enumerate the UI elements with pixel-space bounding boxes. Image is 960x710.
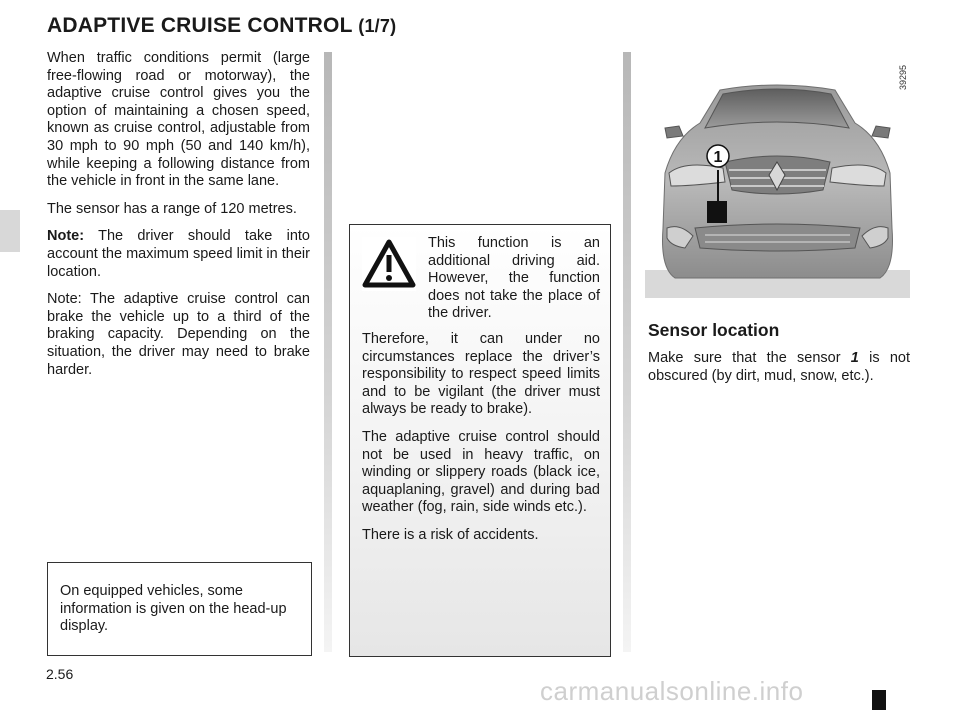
sensor-callout-number: 1	[713, 149, 723, 166]
column-divider-left	[324, 52, 332, 652]
head-up-display-note-text: On equipped vehicles, some information is given on the head-up display.	[60, 583, 287, 635]
page-number: 2.56	[46, 666, 74, 682]
intro-column	[47, 50, 310, 389]
car-front-illustration	[645, 78, 910, 298]
section-thumb-tab	[0, 210, 20, 252]
column-divider-right	[623, 52, 631, 652]
sensor-location-text	[648, 350, 910, 385]
warning-responsibility: Therefore, it can under no circumstances replace the driver’s responsibility to respect speed limits and to be vigilant (the driver must always be ready to brake).	[362, 330, 600, 418]
corner-mark	[872, 690, 886, 710]
intro-paragraph: When traffic conditions permit (large free-flowing road or motorway), the adaptive cruise control gives you the option of maintaining a chosen speed, known as cruise control, adjustable from 30 mph to 90 mph (50 and 140 km/h), while keeping a following distance from the vehicle in front in the same lane.	[47, 50, 310, 190]
sensor-text-after: is not obscured (by dirt, mud, snow, etc.).	[648, 350, 911, 384]
watermark: carmanualsonline.info	[540, 676, 804, 706]
sensor-ref-number: 1	[850, 350, 859, 366]
warning-box	[349, 224, 611, 657]
head-up-display-note	[47, 562, 312, 656]
warning-header	[362, 235, 600, 323]
braking-note: Note: The adaptive cruise control can brake the vehicle up to a third of the braking capacity. Depending on the situation, the driver may need to brake harder.	[47, 291, 310, 378]
warning-triangle-icon	[362, 237, 416, 291]
sensor-marker	[707, 201, 727, 223]
page-title-part: (1/7)	[358, 16, 397, 36]
sensor-text-before: Make sure that the sensor	[648, 350, 851, 366]
warning-conditions: The adaptive cruise control should not be used in heavy traffic, on winding or slippery roads (black ice, aquaplaning, gravel) and during bad weather (fog, rain, side winds etc.).	[362, 428, 600, 516]
page-title	[47, 14, 396, 38]
page-title-text: ADAPTIVE CRUISE CONTROL	[47, 14, 353, 37]
sensor-location-heading: Sensor location	[648, 320, 780, 340]
speed-limit-note	[47, 228, 310, 281]
sensor-location-column	[648, 350, 910, 385]
figure-reference-number: 39295	[898, 64, 908, 90]
note-text: The driver should take into account the maximum speed limit in their location.	[47, 228, 310, 280]
warning-intro: This function is an additional driving aid. However, the function does not take the place of the driver.	[428, 235, 600, 322]
note-label: Note:	[47, 228, 85, 245]
sensor-range-paragraph: The sensor has a range of 120 metres.	[47, 200, 297, 217]
warning-risk: There is a risk of accidents.	[362, 526, 539, 543]
